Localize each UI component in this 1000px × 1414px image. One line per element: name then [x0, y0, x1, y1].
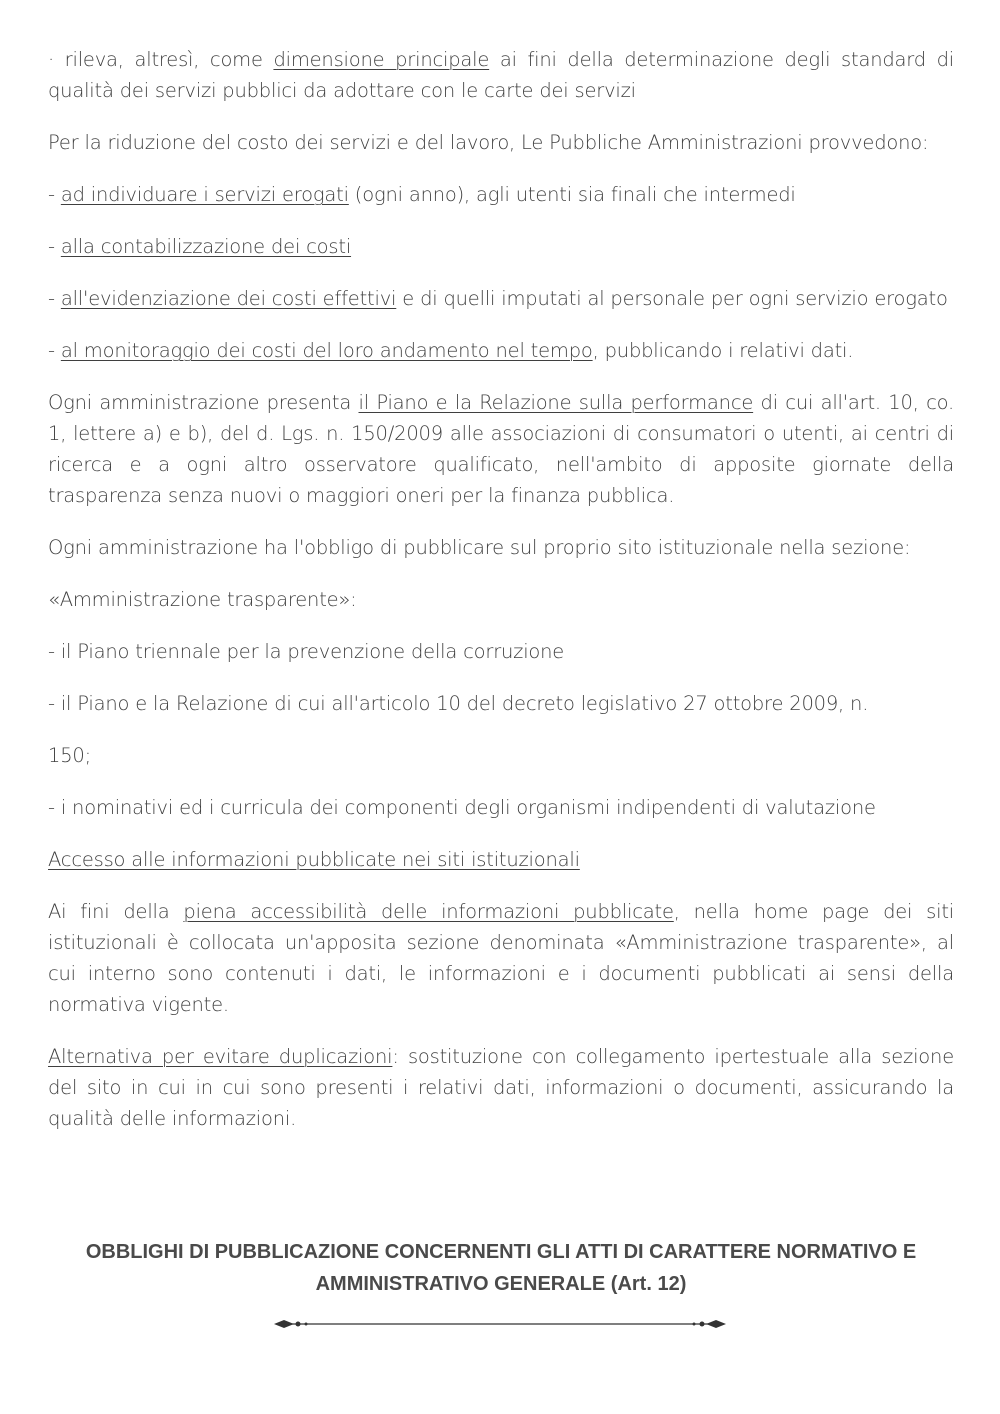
text-segment: · rileva, altresì, come [48, 48, 274, 71]
text-segment: - [48, 287, 61, 310]
paragraph [48, 127, 954, 158]
text-segment: , nella home page dei siti istituzionali è collocata un'apposita sezione denominata «Amministrazione trasparente», al cui interno sono contenuti i dati, le informazioni e i documenti pubblicati ai sensi della normativa vigente. [48, 900, 954, 1016]
underlined-text: Accesso alle informazioni pubblicate nei siti istituzionali [48, 848, 580, 871]
paragraph [48, 335, 954, 366]
text-segment: di cui all'art. 10, co. 1, lettere a) e b), del d. Lgs. n. 150/2009 alle associazioni di consumatori o utenti, ai centri di ricerca e a ogni altro osservatore qualificato, nell'ambito di apposite giornate della trasparenza senza nuovi o maggiori oneri per la finanza pubblica. [48, 391, 955, 507]
paragraph [48, 44, 954, 106]
section-heading [48, 1236, 954, 1300]
paragraph [48, 532, 954, 563]
text-segment: - il Piano e la Relazione di cui all'articolo 10 del decreto legislativo 27 ottobre 2009, n. [48, 692, 869, 715]
paragraph [48, 387, 954, 511]
text-segment: - [48, 183, 61, 206]
paragraph [48, 283, 954, 314]
underlined-text: all'evidenziazione dei costi effettivi [60, 287, 397, 310]
decorative-divider-icon [272, 1316, 728, 1332]
document-body [48, 44, 954, 1155]
underlined-text: Alternativa per evitare duplicazioni [48, 1045, 393, 1068]
text-segment: Ai fini della [48, 900, 184, 923]
text-segment: 150; [48, 744, 91, 767]
paragraph [48, 1041, 954, 1134]
underlined-text: alla contabilizzazione dei costi [60, 235, 352, 258]
paragraph [48, 896, 954, 1020]
text-segment: - [48, 235, 61, 258]
paragraph [48, 231, 954, 262]
text-segment: Ogni amministrazione presenta [48, 391, 359, 414]
underlined-text: dimensione principale [273, 48, 490, 71]
paragraph [48, 792, 954, 823]
text-segment: Per la riduzione del costo dei servizi e del lavoro, Le Pubbliche Amministrazioni provvedono: [48, 131, 929, 154]
text-segment: ai fini della determinazione degli standard di qualità dei servizi pubblici da adottare con le carte dei servizi [48, 48, 954, 102]
section-heading-line-2: AMMINISTRATIVO GENERALE (Art. 12) [315, 1273, 687, 1295]
text-segment: , pubblicando i relativi dati. [592, 339, 854, 362]
paragraph [48, 584, 954, 615]
text-segment: e di quelli imputati al personale per ogni servizio erogato [396, 287, 948, 310]
underlined-text: al monitoraggio dei costi del loro andamento nel tempo [60, 339, 593, 362]
paragraph [48, 636, 954, 667]
paragraph [48, 844, 954, 875]
paragraph [48, 740, 954, 771]
section-heading-line-1: OBBLIGHI DI PUBBLICAZIONE CONCERNENTI GLI ATTI DI CARATTERE NORMATIVO E [85, 1241, 917, 1263]
text-segment: Ogni amministrazione ha l'obbligo di pubblicare sul proprio sito istituzionale nella sezione: [48, 536, 911, 559]
text-segment: - i nominativi ed i curricula dei componenti degli organismi indipendenti di valutazione [48, 796, 876, 819]
text-segment: «Amministrazione trasparente»: [48, 588, 357, 611]
text-segment: : sostituzione con collegamento ipertestuale alla sezione del sito in cui in cui sono presenti i relativi dati, informazioni o documenti, assicurando la qualità delle informazioni. [48, 1045, 954, 1130]
paragraph [48, 179, 954, 210]
text-segment: - il Piano triennale per la prevenzione della corruzione [48, 640, 565, 663]
paragraph [48, 688, 954, 719]
underlined-text: il Piano e la Relazione sulla performance [358, 391, 754, 414]
underlined-text: ad individuare i servizi erogati [60, 183, 349, 206]
text-segment: (ogni anno), agli utenti sia finali che intermedi [348, 183, 796, 206]
underlined-text: piena accessibilità delle informazioni pubblicate [183, 900, 674, 923]
text-segment: - [48, 339, 61, 362]
